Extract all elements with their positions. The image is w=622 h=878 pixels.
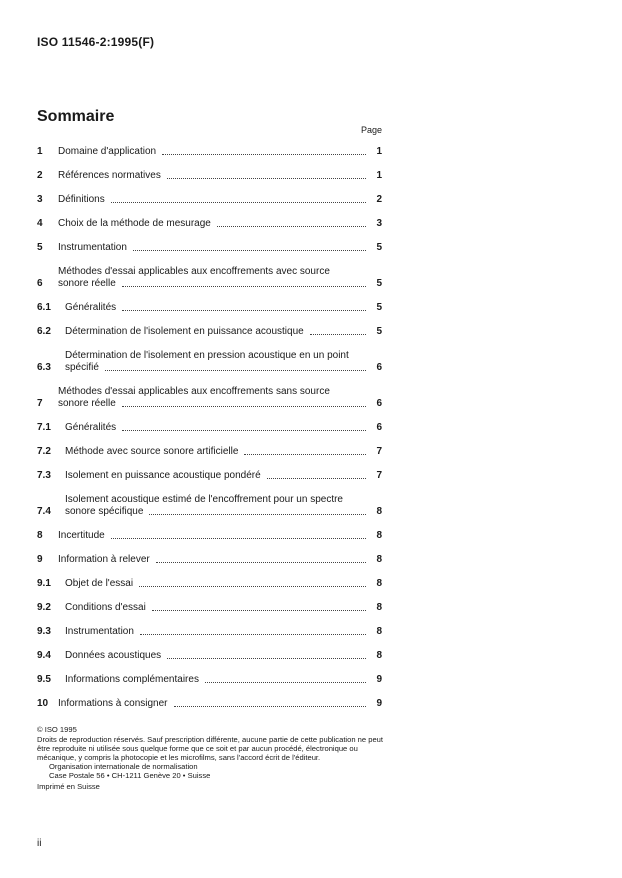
toc-entry[interactable] — [37, 494, 382, 518]
toc-entry[interactable] — [37, 170, 382, 182]
organization-name: Organisation internationale de normalisation — [49, 762, 198, 771]
toc-entry-title: Généralités — [65, 422, 117, 433]
toc-entry-page: 6 — [376, 422, 382, 433]
toc-leader-dots — [244, 453, 366, 455]
toc-entry-title: Détermination de l'isolement en puissance acoustique — [65, 326, 304, 337]
toc-entry-title: Information à relever — [58, 554, 150, 565]
toc-entry[interactable] — [37, 626, 382, 638]
toc-entry-page: 3 — [376, 218, 382, 229]
toc-entry[interactable] — [37, 650, 382, 662]
toc-entry-page: 1 — [376, 170, 382, 181]
printed-in: Imprimé en Suisse — [37, 782, 100, 791]
toc-entry[interactable] — [37, 554, 382, 566]
toc-entry-page: 5 — [376, 278, 382, 289]
document-id-header: ISO 11546-2:1995(F) — [37, 35, 155, 49]
toc-leader-dots — [122, 309, 366, 311]
toc-entry-page: 8 — [376, 530, 382, 541]
toc-entry-title: Méthode avec source sonore artificielle — [65, 446, 239, 457]
toc-entry[interactable] — [37, 602, 382, 614]
toc-entry-number: 7 — [37, 398, 43, 409]
toc-entry-title: Isolement acoustique estimé de l'encoffrement pour un spectre — [65, 494, 343, 505]
toc-entry-number: 9.5 — [37, 674, 51, 685]
toc-entry-title-continued: sonore réelle — [58, 398, 116, 409]
toc-entry-page: 7 — [376, 446, 382, 457]
toc-entry-page: 9 — [376, 698, 382, 709]
toc-entry[interactable] — [37, 266, 382, 290]
toc-entry-title: Instrumentation — [58, 242, 127, 253]
toc-entry[interactable] — [37, 218, 382, 230]
toc-entry[interactable] — [37, 446, 382, 458]
toc-leader-dots — [133, 249, 366, 251]
toc-leader-dots — [167, 657, 366, 659]
toc-leader-dots — [122, 285, 366, 287]
toc-entry-number: 10 — [37, 698, 49, 709]
toc-entry[interactable] — [37, 350, 382, 374]
toc-leader-dots — [149, 513, 366, 515]
toc-entry-page: 7 — [376, 470, 382, 481]
toc-entry-number: 5 — [37, 242, 43, 253]
toc-entry-title: Méthodes d'essai applicables aux encoffrements avec source — [58, 266, 330, 277]
toc-entry-page: 9 — [376, 674, 382, 685]
toc-leader-dots — [122, 429, 366, 431]
toc-entry[interactable] — [37, 422, 382, 434]
table-of-contents — [37, 146, 382, 722]
toc-entry-title: Données acoustiques — [65, 650, 162, 661]
copyright-line: © ISO 1995 — [37, 725, 77, 734]
toc-entry-title: Méthodes d'essai applicables aux encoffrements sans source — [58, 386, 330, 397]
toc-leader-dots — [139, 585, 366, 587]
organization-address: Case Postale 56 • CH-1211 Genève 20 • Suisse — [49, 771, 211, 780]
toc-entry-title: Informations complémentaires — [65, 674, 199, 685]
toc-entry-title-continued: spécifié — [65, 362, 99, 373]
page-column-label: Page — [360, 125, 382, 135]
toc-entry-title: Instrumentation — [65, 626, 134, 637]
toc-entry[interactable] — [37, 470, 382, 482]
toc-entry-title: Domaine d'application — [58, 146, 157, 157]
toc-leader-dots — [111, 537, 366, 539]
toc-entry-title: Objet de l'essai — [65, 578, 134, 589]
toc-entry-number: 6.3 — [37, 362, 51, 373]
page-number: ii — [37, 838, 42, 849]
toc-leader-dots — [152, 609, 366, 611]
toc-leader-dots — [122, 405, 366, 407]
toc-leader-dots — [267, 477, 366, 479]
toc-entry-title-continued: sonore réelle — [58, 278, 116, 289]
toc-entry-number: 9.2 — [37, 602, 51, 613]
toc-entry[interactable] — [37, 578, 382, 590]
toc-entry-title: Incertitude — [58, 530, 105, 541]
toc-entry-title: Conditions d'essai — [65, 602, 146, 613]
toc-entry-page: 8 — [376, 626, 382, 637]
toc-leader-dots — [111, 201, 366, 203]
toc-entry[interactable] — [37, 302, 382, 314]
toc-entry-title: Choix de la méthode de mesurage — [58, 218, 211, 229]
toc-entry-page: 5 — [376, 242, 382, 253]
toc-entry-title: Détermination de l'isolement en pression acoustique en un point — [65, 350, 349, 361]
toc-entry[interactable] — [37, 674, 382, 686]
toc-entry-title-continued: sonore spécifique — [65, 506, 144, 517]
toc-entry-title: Définitions — [58, 194, 105, 205]
toc-leader-dots — [167, 177, 366, 179]
toc-entry[interactable] — [37, 242, 382, 254]
toc-entry-number: 6 — [37, 278, 43, 289]
toc-entry-page: 8 — [376, 602, 382, 613]
toc-entry-page: 8 — [376, 506, 382, 517]
toc-entry-number: 8 — [37, 530, 43, 541]
toc-leader-dots — [205, 681, 366, 683]
toc-entry-title: Généralités — [65, 302, 117, 313]
toc-entry-page: 5 — [376, 326, 382, 337]
toc-entry-number: 2 — [37, 170, 43, 181]
toc-entry-number: 7.1 — [37, 422, 51, 433]
toc-entry[interactable] — [37, 698, 382, 710]
toc-leader-dots — [140, 633, 366, 635]
toc-entry-page: 6 — [376, 398, 382, 409]
toc-leader-dots — [174, 705, 366, 707]
toc-entry-number: 7.3 — [37, 470, 51, 481]
toc-entry-page: 8 — [376, 578, 382, 589]
toc-entry-page: 1 — [376, 146, 382, 157]
toc-entry[interactable] — [37, 326, 382, 338]
toc-entry-number: 1 — [37, 146, 43, 157]
toc-leader-dots — [156, 561, 366, 563]
toc-entry-title: Isolement en puissance acoustique pondéré — [65, 470, 261, 481]
toc-entry-title: Informations à consigner — [58, 698, 168, 709]
toc-leader-dots — [310, 333, 366, 335]
toc-entry-page: 8 — [376, 650, 382, 661]
toc-leader-dots — [162, 153, 366, 155]
toc-entry-number: 3 — [37, 194, 43, 205]
toc-entry-page: 2 — [376, 194, 382, 205]
page-title: Sommaire — [37, 108, 115, 125]
toc-entry[interactable] — [37, 146, 382, 158]
toc-entry-number: 6.1 — [37, 302, 51, 313]
toc-entry-number: 4 — [37, 218, 43, 229]
toc-entry[interactable] — [37, 194, 382, 206]
toc-leader-dots — [105, 369, 366, 371]
toc-entry-number: 9.1 — [37, 578, 51, 589]
toc-entry-number: 7.4 — [37, 506, 51, 517]
copyright-notice — [37, 725, 387, 791]
toc-entry-page: 8 — [376, 554, 382, 565]
toc-entry-number: 6.2 — [37, 326, 51, 337]
copyright-paragraph: Droits de reproduction réservés. Sauf prescription différente, aucune partie de cette publication ne peut être reproduite ni utilisée sous quelque forme que ce soit et par aucun procédé, électronique ou mécanique, y compris la photocopie et les microfilms, sans l'accord écrit de l'éditeur. — [37, 735, 384, 762]
toc-entry[interactable] — [37, 386, 382, 410]
toc-entry-number: 9.3 — [37, 626, 51, 637]
toc-entry-page: 6 — [376, 362, 382, 373]
toc-entry-number: 9.4 — [37, 650, 51, 661]
toc-leader-dots — [217, 225, 366, 227]
toc-entry[interactable] — [37, 530, 382, 542]
toc-entry-number: 7.2 — [37, 446, 51, 457]
toc-entry-title: Références normatives — [58, 170, 161, 181]
toc-entry-number: 9 — [37, 554, 43, 565]
toc-entry-page: 5 — [376, 302, 382, 313]
